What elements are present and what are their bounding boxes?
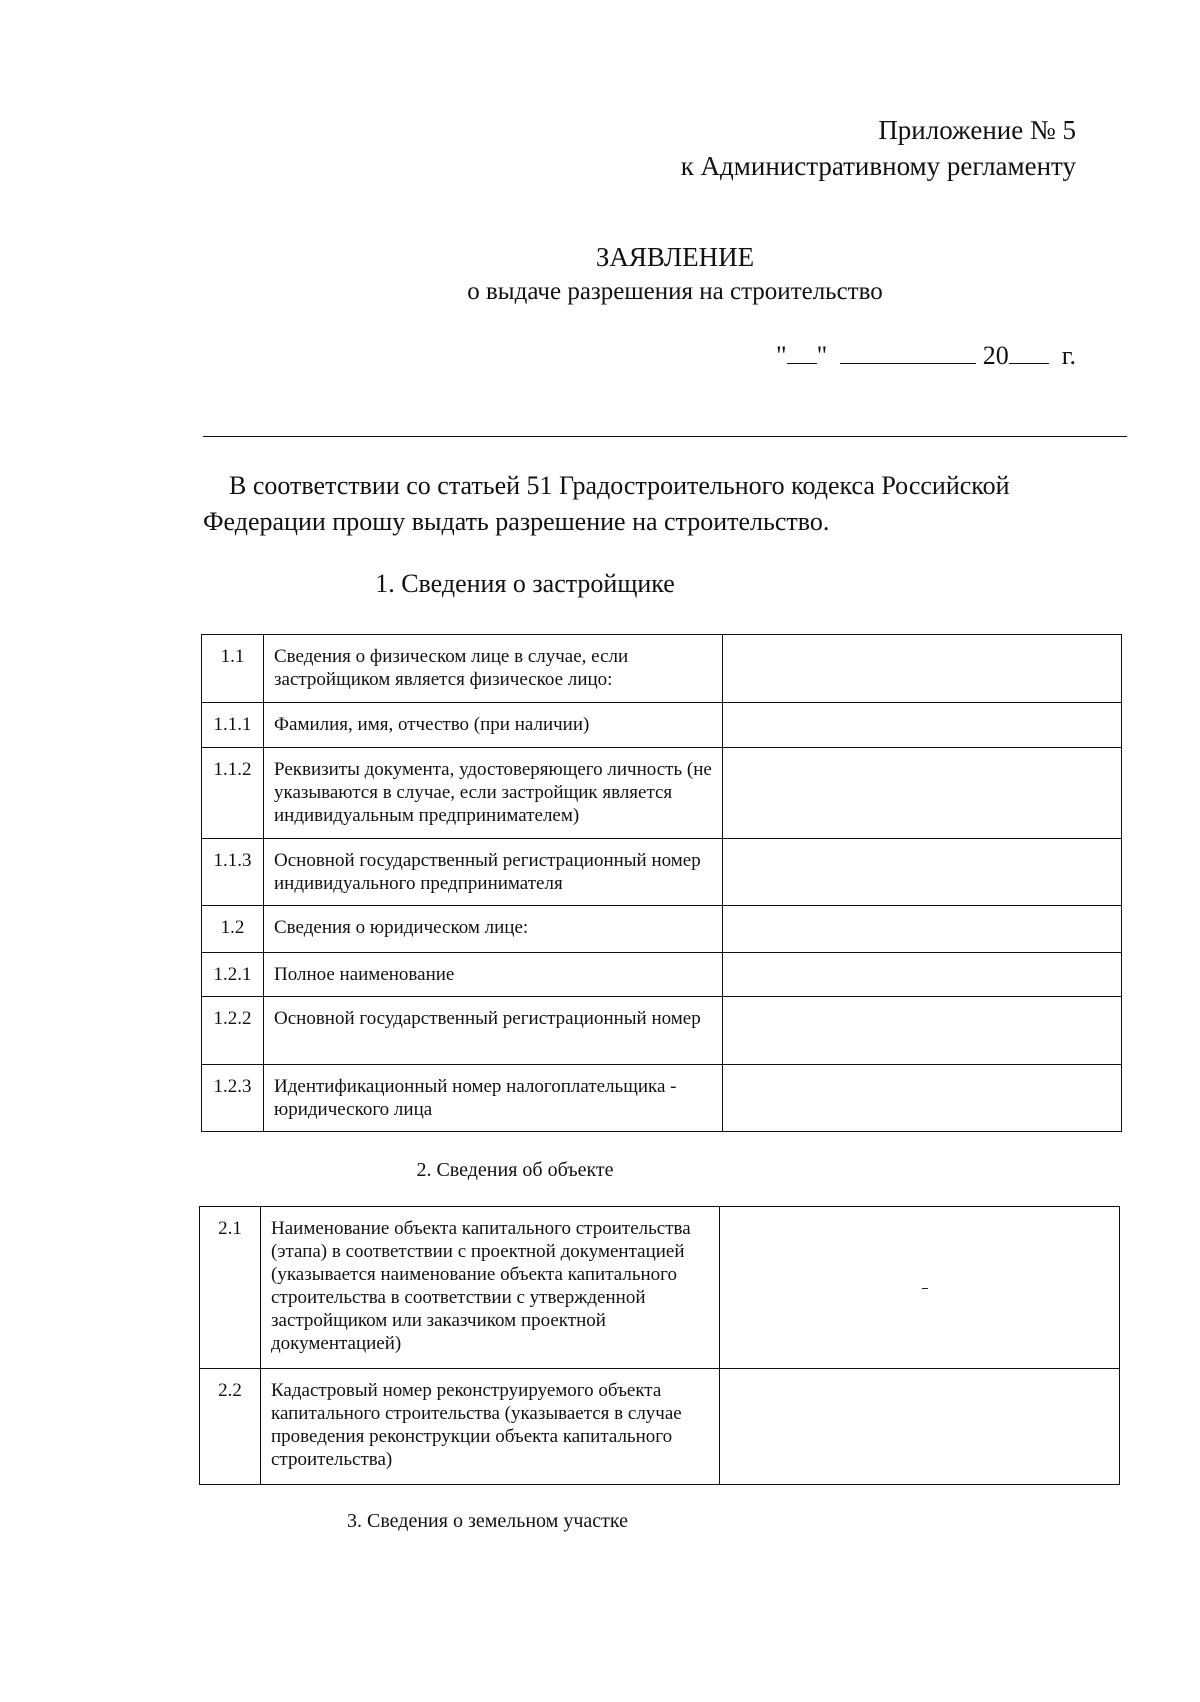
section-1-title: 1. Сведения о застройщике [375, 569, 675, 598]
row-value-field[interactable] [720, 1369, 1120, 1485]
developer-info-table [201, 634, 1122, 1132]
row-label: Основной государственный регистрационный номер индивидуального предпринимателя [264, 839, 723, 906]
row-number: 1.2.2 [202, 997, 264, 1065]
appendix-line-2: к Административному регламенту [680, 151, 1076, 181]
row-value-field[interactable] [723, 953, 1122, 997]
appendix-header [681, 112, 1076, 184]
row-number: 1.2.3 [202, 1065, 264, 1132]
row-number: 1.1 [202, 635, 264, 703]
row-label: Наименование объекта капитального строительства (этапа) в соответствии с проектной документацией (указывается наименование объекта капитального строительства в соответствии с утвержденной застройщиком или заказчиком проектной документацией) [261, 1207, 720, 1369]
date-open-quote: " [776, 341, 787, 370]
row-label: Основной государственный регистрационный номер [264, 997, 723, 1065]
table-row [202, 635, 1122, 703]
year-suffix: г. [1061, 341, 1076, 370]
row-value-field[interactable] [720, 1207, 1120, 1369]
row-label: Реквизиты документа, удостоверяющего личность (не указываются в случае, если застройщик является индивидуальным предпринимателем) [264, 748, 723, 839]
table-row [202, 1065, 1122, 1132]
row-number: 1.2 [202, 906, 264, 953]
row-value-field[interactable] [723, 1065, 1122, 1132]
section-3-title: 3. Сведения о земельном участке [347, 1510, 628, 1532]
table-row [202, 953, 1122, 997]
row-value-field[interactable] [723, 997, 1122, 1065]
date-line [776, 340, 1076, 372]
table-row [202, 906, 1122, 953]
date-close-quote: " [816, 341, 828, 370]
row-label: Полное наименование [264, 953, 723, 997]
row-number: 1.2.1 [202, 953, 264, 997]
row-value-field[interactable] [723, 906, 1122, 953]
table-row [200, 1207, 1120, 1369]
document-title: ЗАЯВЛЕНИЕ [595, 242, 755, 272]
table-row [202, 839, 1122, 906]
row-value-field[interactable] [723, 635, 1122, 703]
authority-blank-line[interactable] [203, 436, 1127, 437]
row-label: Фамилия, имя, отчество (при наличии) [264, 703, 723, 748]
table-row [202, 997, 1122, 1065]
row-value-field[interactable] [723, 703, 1122, 748]
year-blank[interactable] [1009, 343, 1049, 364]
month-blank[interactable] [840, 343, 976, 364]
day-blank[interactable] [787, 343, 817, 364]
row-value-field[interactable] [723, 839, 1122, 906]
table-row [202, 703, 1122, 748]
document-subtitle: о выдаче разрешения на строительство [467, 278, 883, 305]
appendix-line-1: Приложение № 5 [878, 115, 1076, 145]
table-row [200, 1369, 1120, 1485]
row-label: Сведения о физическом лице в случае, если застройщиком является физическое лицо: [264, 635, 723, 703]
section-2-title: 2. Сведения об объекте [416, 1159, 614, 1181]
row-label: Идентификационный номер налогоплательщика - юридического лица [264, 1065, 723, 1132]
row-number: 1.1.1 [202, 703, 264, 748]
row-number: 2.2 [200, 1369, 261, 1485]
row-value-field[interactable] [723, 748, 1122, 839]
row-number: 1.1.2 [202, 748, 264, 839]
row-number: 1.1.3 [202, 839, 264, 906]
object-info-table [199, 1206, 1120, 1485]
row-number: 2.1 [200, 1207, 261, 1369]
intro-paragraph: В соответствии со статьей 51 Градостроительного кодекса Российской Федерации прошу выдать разрешение на строительство. [203, 471, 1010, 536]
row-label: Сведения о юридическом лице: [264, 906, 723, 953]
row-label: Кадастровый номер реконструируемого объекта капитального строительства (указывается в случае проведения реконструкции объекта капитального строительства) [261, 1369, 720, 1485]
dash-mark [922, 1288, 928, 1289]
table-row [202, 748, 1122, 839]
year-prefix: 20 [982, 341, 1009, 370]
